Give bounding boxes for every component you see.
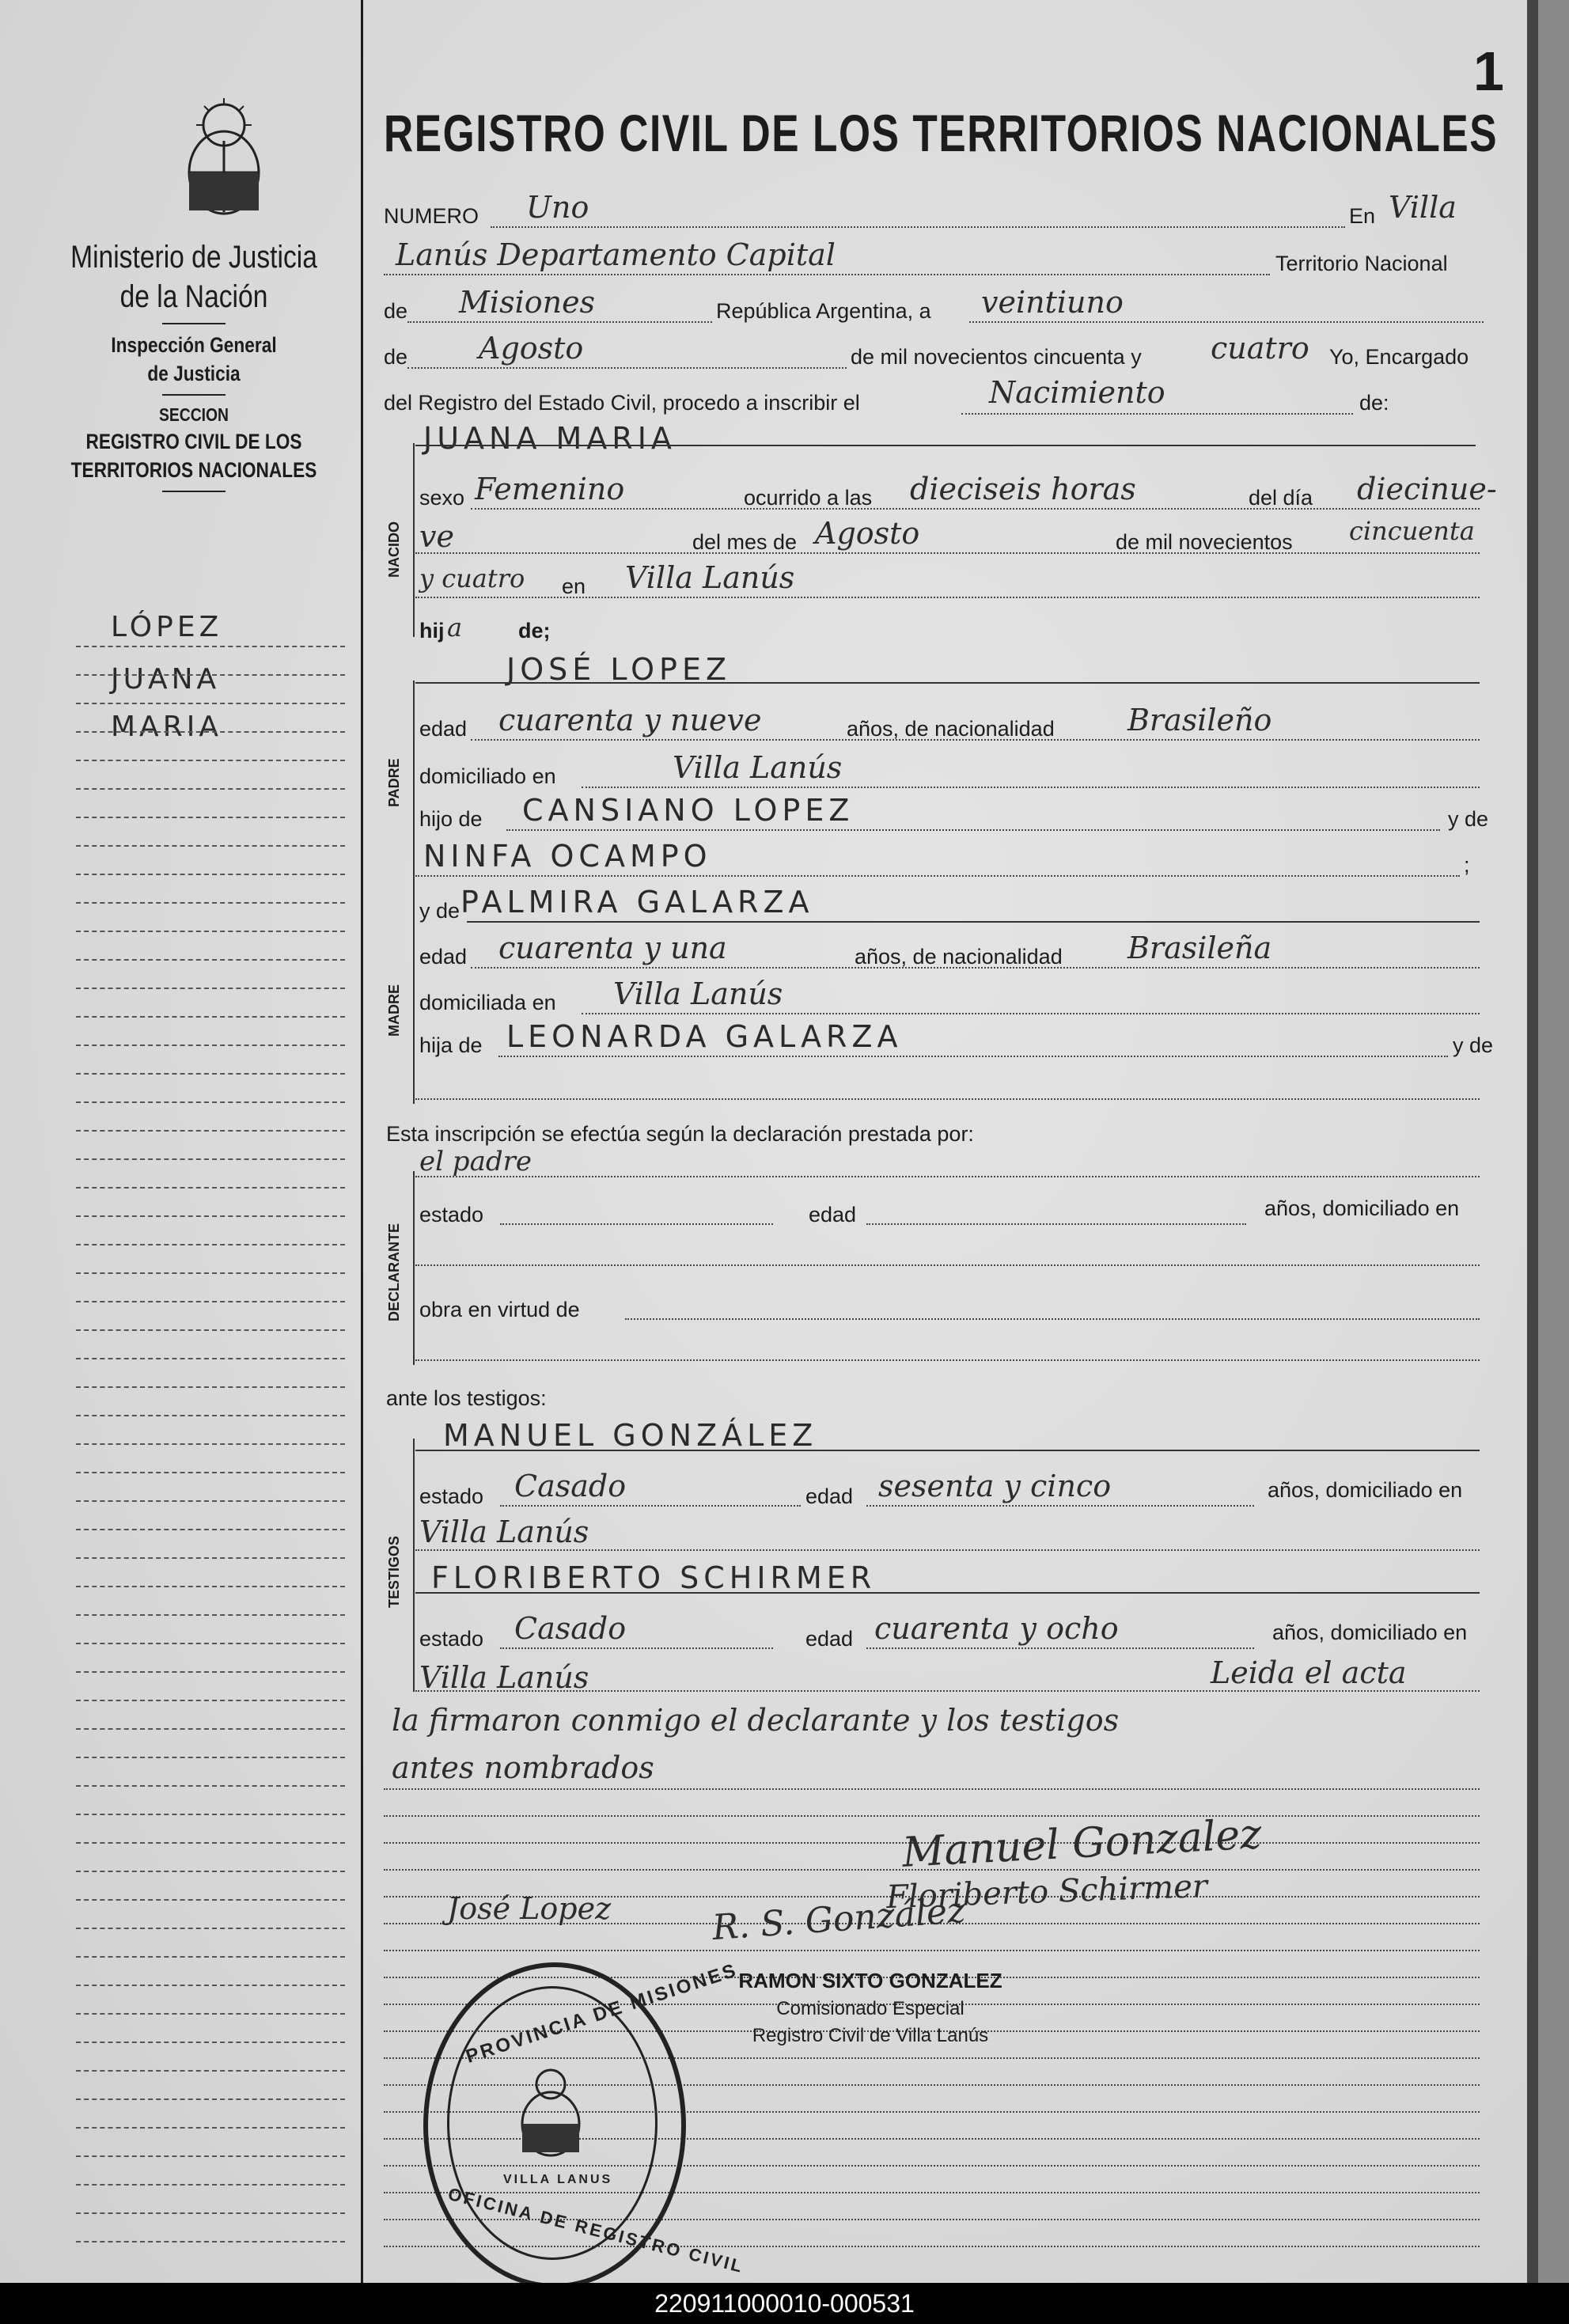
fill-line — [500, 1647, 773, 1649]
fill-line — [415, 1549, 1480, 1551]
divider — [162, 491, 225, 492]
fill-line — [415, 597, 1480, 598]
nac-lugar-value: Villa Lanús — [625, 560, 795, 595]
dia-value-a: diecinue- — [1357, 472, 1497, 506]
de-label-2: de — [384, 345, 408, 369]
dia-value: veintiuno — [981, 285, 1124, 320]
witness-1-edad-label: edad — [805, 1484, 854, 1508]
child-name: JUANA MARIA — [423, 421, 676, 456]
ruled-line — [76, 817, 345, 818]
hija-suffix: a — [447, 612, 463, 643]
ruled-line — [76, 760, 345, 761]
fill-line — [582, 787, 1480, 788]
ruled-line — [76, 931, 345, 932]
column-divider — [361, 0, 363, 2283]
officer-name: RAMON SIXTO GONZALEZ — [738, 1969, 1002, 1992]
ruled-line — [76, 1785, 345, 1787]
ruled-line — [76, 1329, 345, 1331]
ruled-line — [76, 2241, 345, 2242]
sexo-value: Femenino — [475, 472, 625, 506]
ruled-line — [76, 1757, 345, 1758]
del-mes-label: del mes de — [692, 530, 798, 554]
madre-domicilio-value: Villa Lanús — [613, 976, 783, 1011]
ruled-line — [76, 1158, 345, 1160]
signature-3: José Lopez — [447, 1891, 612, 1926]
nac-en-label: en — [562, 574, 586, 598]
paternal-grandfather: CANSIANO LOPEZ — [522, 793, 855, 828]
maternal-grandparent: LEONARDA GALARZA — [506, 1019, 903, 1054]
closing-b: la firmaron conmigo el declarante y los testigos — [392, 1703, 1120, 1738]
witness-1-domicilio: Villa Lanús — [419, 1515, 589, 1549]
ruled-line — [76, 1842, 345, 1844]
stamp-inner-text: VILLA LANUS — [503, 2173, 613, 2186]
witness-2-domicilio: Villa Lanús — [419, 1660, 589, 1695]
fill-line — [491, 226, 1345, 228]
padre-edad-value: cuarenta y nueve — [498, 703, 762, 737]
fill-line — [407, 367, 847, 369]
fill-line — [625, 1318, 1480, 1320]
ruled-line — [76, 646, 345, 647]
ruled-line — [76, 1956, 345, 1958]
fill-line — [407, 321, 712, 323]
padre-domicilio-label: domiciliado en — [419, 764, 556, 788]
fill-line — [467, 921, 1480, 923]
numero-value: Uno — [526, 190, 589, 225]
numero-label: NUMERO — [384, 204, 479, 228]
mother-name: PALMIRA GALARZA — [460, 885, 814, 919]
officer-role: Comisionado Especial — [776, 1998, 965, 2019]
fill-line — [866, 1505, 1254, 1507]
place-value: Lanús Departamento Capital — [396, 237, 836, 272]
fill-line — [961, 413, 1353, 415]
madre-domicilio-label: domiciliada en — [419, 991, 556, 1014]
ruled-line — [76, 1215, 345, 1217]
dia-value-b: ve — [419, 519, 454, 554]
ruled-line — [76, 1272, 345, 1274]
ministry-line-3: Inspección General — [111, 333, 277, 357]
fill-line — [415, 1098, 1480, 1100]
ruled-line — [76, 1586, 345, 1587]
madre-edad-label: edad — [419, 945, 468, 969]
fill-line — [415, 445, 1476, 446]
ruled-line — [76, 2184, 345, 2186]
witness-2-estado: Casado — [514, 1611, 627, 1646]
ruled-line — [76, 1016, 345, 1018]
ruled-line — [76, 1671, 345, 1673]
fill-line — [471, 739, 1480, 741]
witness-2-edad: cuarenta y ocho — [874, 1611, 1119, 1646]
footer-bar — [0, 2283, 1569, 2324]
padre-domicilio-value: Villa Lanús — [673, 750, 843, 785]
ruled-line — [76, 1500, 345, 1502]
ruled-line — [76, 674, 345, 676]
officer-block — [712, 1969, 1029, 2047]
witness-2-anios-label: años, domiciliado en — [1272, 1621, 1468, 1644]
yo-label: Yo, Encargado — [1329, 345, 1469, 369]
ruled-line — [76, 1899, 345, 1901]
ruled-line — [76, 845, 345, 847]
registro-label: del Registro del Estado Civil, procedo a inscribir el — [384, 391, 860, 415]
ministry-line-6: REGISTRO CIVIL DE LOS — [85, 430, 302, 453]
ruled-line — [76, 959, 345, 961]
stamp-bottom-text: OFICINA DE REGISTRO CIVIL — [445, 2183, 747, 2277]
ministry-header — [44, 237, 344, 499]
ruled-line — [76, 1643, 345, 1644]
anio-value: cuatro — [1211, 331, 1309, 366]
ruled-line — [76, 2127, 345, 2129]
fill-line — [500, 1505, 801, 1507]
book-edge — [1527, 0, 1569, 2283]
ruled-line — [76, 2098, 345, 2100]
mes-value: Agosto — [479, 331, 584, 366]
ministry-line-2: de la Nación — [119, 279, 268, 314]
stamp-top-text: PROVINCIA DE MISIONES — [463, 1959, 741, 2068]
side-surname: LÓPEZ — [111, 611, 223, 643]
fill-line — [415, 682, 1480, 684]
section-label-padre: PADRE — [386, 758, 402, 807]
ruled-line — [384, 1950, 1480, 1951]
del-dia-label: del día — [1249, 486, 1313, 510]
territorio-label: Territorio Nacional — [1275, 252, 1448, 275]
ruled-line — [76, 1244, 345, 1245]
fill-line — [384, 274, 1270, 275]
fill-line — [415, 552, 1480, 554]
ruled-line — [76, 1073, 345, 1075]
side-first-name: JUANA — [111, 663, 221, 696]
fill-line — [866, 1647, 1254, 1649]
section-label-madre: MADRE — [386, 984, 402, 1037]
ruled-line — [76, 1415, 345, 1416]
divider — [162, 323, 225, 324]
madre-anios-label: años, de nacionalidad — [855, 945, 1063, 969]
de-semicolon: de; — [518, 619, 551, 643]
ruled-line — [76, 2042, 345, 2043]
ruled-line — [76, 703, 345, 704]
divider — [162, 394, 225, 396]
padre-semicolon: ; — [1464, 853, 1470, 877]
hija-de-label: hija de — [419, 1033, 483, 1057]
de-colon: de: — [1359, 391, 1389, 415]
side-second-name: MARIA — [111, 711, 222, 743]
section-label-testigos: TESTIGOS — [386, 1535, 402, 1608]
fill-line — [415, 1450, 1480, 1451]
ruled-line — [76, 2155, 345, 2157]
ruled-line — [76, 2013, 345, 2015]
declarante-anios-label: años, domiciliado en — [1264, 1196, 1460, 1220]
territorio-value: Misiones — [459, 285, 596, 320]
witness-1-name: MANUEL GONZÁLEZ — [443, 1418, 818, 1453]
ruled-line — [76, 988, 345, 989]
section-label-nacido: NACIDO — [386, 521, 402, 578]
witness-1-estado-label: estado — [419, 1484, 484, 1508]
declarante-intro: Esta inscripción se efectúa según la declaración prestada por: — [386, 1122, 974, 1146]
witness-2-edad-label: edad — [805, 1627, 854, 1651]
padre-edad-label: edad — [419, 717, 468, 741]
section-label-declarante: DECLARANTE — [386, 1223, 402, 1321]
section-bracket — [413, 681, 415, 898]
hijo-de-label: hijo de — [419, 807, 483, 831]
republica-label: República Argentina, a — [716, 299, 931, 323]
ruled-line — [76, 1472, 345, 1473]
signature-2: Floriberto Schirmer — [885, 1867, 1208, 1916]
ruled-line — [76, 1985, 345, 1986]
fill-line — [500, 1223, 773, 1225]
acto-value: Nacimiento — [989, 375, 1165, 410]
section-bracket — [413, 898, 415, 1104]
fill-line — [506, 829, 1440, 831]
ruled-line — [76, 731, 345, 733]
witness-2-estado-label: estado — [419, 1627, 484, 1651]
witness-1-anios-label: años, domiciliado en — [1268, 1478, 1463, 1502]
paternal-grandmother: NINFA OCAMPO — [423, 839, 712, 874]
ruled-line — [76, 1529, 345, 1530]
witness-1-edad: sesenta y cinco — [878, 1469, 1112, 1503]
fill-line — [415, 1264, 1480, 1266]
fill-line — [471, 967, 1480, 969]
declarante-nombre: el padre — [419, 1146, 532, 1177]
de-label: de — [384, 299, 408, 323]
ruled-line — [76, 874, 345, 875]
hora-value: dieciseis horas — [910, 472, 1136, 506]
ruled-line — [76, 1130, 345, 1132]
madre-y-de-end: y de — [1453, 1033, 1494, 1057]
obra-label: obra en virtud de — [419, 1298, 580, 1321]
ruled-line — [76, 2212, 345, 2214]
declarante-edad-label: edad — [809, 1203, 857, 1226]
ocurrido-label: ocurrido a las — [744, 486, 873, 510]
coat-of-arms-emblem — [180, 93, 267, 224]
fill-line — [415, 1176, 1480, 1177]
declarante-estado-label: estado — [419, 1203, 484, 1226]
footer-code: 220911000010-000531 — [654, 2289, 915, 2318]
en-value: Villa — [1389, 190, 1457, 225]
ruled-line — [76, 788, 345, 790]
nac-mil-label: de mil novecientos — [1116, 530, 1293, 554]
ministry-line-7: TERRITORIOS NACIONALES — [70, 458, 317, 482]
father-name: JOSÉ LOPEZ — [506, 652, 732, 687]
ruled-line — [76, 1557, 345, 1559]
witness-2-name: FLORIBERTO SCHIRMER — [431, 1560, 877, 1595]
official-stamp — [423, 1959, 747, 2288]
fill-line — [866, 1223, 1246, 1225]
ministry-line-1: Ministerio de Justicia — [70, 240, 317, 275]
fill-line — [471, 508, 1480, 510]
testigos-intro: ante los testigos: — [386, 1386, 547, 1410]
ruled-line — [384, 1788, 1480, 1790]
section-bracket — [413, 1171, 415, 1365]
nac-anio-value-b: y cuatro — [419, 563, 525, 593]
ruled-line — [76, 1814, 345, 1815]
madre-y-de-label: y de — [419, 899, 460, 923]
witness-1-estado: Casado — [514, 1469, 627, 1503]
ruled-line — [76, 1301, 345, 1302]
stamp-emblem — [515, 2062, 586, 2161]
section-bracket — [413, 443, 415, 637]
ruled-line — [76, 1101, 345, 1103]
signature-1: Manuel Gonzalez — [900, 1810, 1263, 1877]
ministry-line-5: SECCION — [158, 404, 229, 425]
ruled-line — [76, 1928, 345, 1929]
closing-c: antes nombrados — [392, 1750, 654, 1785]
nac-mes-value: Agosto — [815, 516, 920, 551]
madre-edad-value: cuarenta y una — [498, 931, 727, 965]
ruled-line — [76, 1871, 345, 1872]
ruled-line — [76, 1044, 345, 1046]
mil-label: de mil novecientos cincuenta y — [851, 345, 1142, 369]
ruled-line — [76, 902, 345, 904]
en-label: En — [1349, 204, 1376, 228]
ruled-line — [76, 2070, 345, 2072]
fill-line — [415, 1592, 1480, 1594]
signature-4: R. S. González — [711, 1890, 967, 1949]
fill-line — [415, 1359, 1480, 1361]
padre-anios-label: años, de nacionalidad — [847, 717, 1055, 741]
fill-line — [498, 1056, 1448, 1057]
section-bracket — [413, 1439, 415, 1692]
hija-prefix: hij — [419, 619, 445, 643]
ruled-line — [76, 1700, 345, 1701]
ruled-line — [76, 1443, 345, 1445]
document-title: REGISTRO CIVIL DE LOS TERRITORIOS NACIONALES — [384, 104, 1499, 162]
ruled-line — [76, 1728, 345, 1730]
fill-line — [415, 875, 1460, 877]
padre-nacionalidad-value: Brasileño — [1127, 703, 1272, 737]
madre-nacionalidad-value: Brasileña — [1127, 931, 1272, 965]
ruled-line — [76, 1614, 345, 1616]
padre-y-de-label: y de — [1448, 807, 1489, 831]
sexo-label: sexo — [419, 486, 465, 510]
fill-line — [582, 1013, 1480, 1014]
page-number: 1 — [1473, 40, 1504, 102]
ruled-line — [384, 1815, 1480, 1817]
ministry-line-4: de Justicia — [147, 362, 241, 385]
ruled-line — [76, 1358, 345, 1359]
ruled-line — [76, 1386, 345, 1388]
nac-anio-value-a: cincuenta — [1349, 516, 1475, 546]
closing-a: Leida el acta — [1211, 1655, 1407, 1690]
fill-line — [969, 321, 1484, 323]
officer-office: Registro Civil de Villa Lanús — [752, 2025, 989, 2046]
ruled-line — [76, 1187, 345, 1189]
fill-line — [415, 1690, 1480, 1692]
